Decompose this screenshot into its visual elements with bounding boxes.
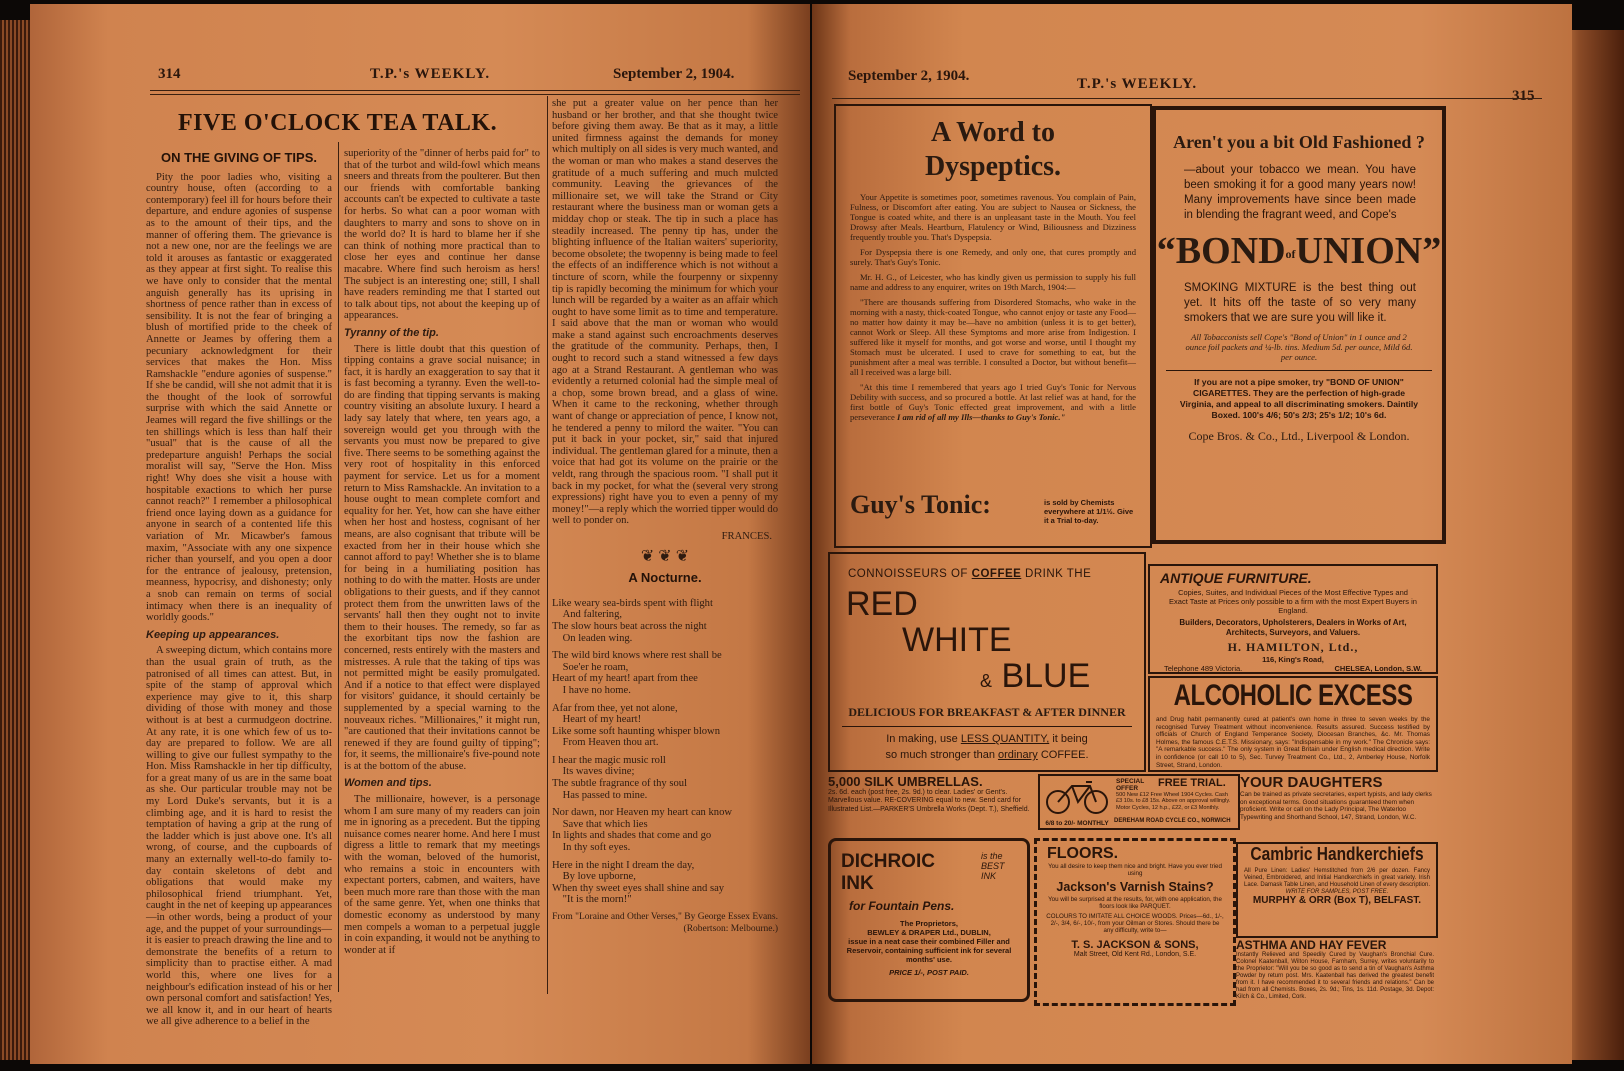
ad-dichroic-title (841, 851, 935, 895)
paragraph: For Dyspepsia there is one Remedy, and only one, that cures promptly and surely. That's Guy's Tonic. (850, 247, 1136, 267)
ad-dichroic-fountain: for Fountain Pens. (849, 899, 955, 913)
ad-floors-title: FLOORS. (1047, 845, 1119, 862)
bicycle-icon-svg (1042, 778, 1112, 816)
running-title-right: T.P.'s WEEKLY. (1077, 76, 1198, 92)
ad-dyspeptics (834, 104, 1152, 548)
ad-floors-intro: You all desire to keep them nice and bright. Have you ever tried using (1048, 863, 1222, 878)
ad-coffee-foot2-a: so much stronger than (885, 749, 995, 761)
right-page (812, 4, 1572, 1064)
ad-dyspeptics-footer (848, 486, 1138, 534)
ad-daughters (1240, 774, 1436, 838)
ad-antique-name: H. HAMILTON, Ltd., (1227, 640, 1359, 654)
ad-umbrellas (828, 774, 1034, 834)
ad-floors-maker: T. S. JACKSON & SONS, (1071, 938, 1199, 951)
ad-cycle-maker: DEREHAM ROAD CYCLE CO., NORWICH (1114, 818, 1231, 824)
ad-coffee-foot2-b: ordinary (998, 749, 1038, 761)
ad-bond-body: SMOKING MIXTURE is the best thing out yet. It hits off the taste of so very many smokers that we are sure you will like it. (1184, 282, 1416, 324)
ad-cycle-text: 500 New £12 Free Wheel 1904 Cycles. Cash £3 10s. to £8 15s. Above on approval willingly. Motor Cycles, 12 h.p., £22, or £3 Monthly. (1116, 792, 1231, 811)
bicycle-icon (1042, 778, 1112, 826)
column-2 (344, 148, 540, 990)
ad-dichroic-names: BEWLEY & DRAPER Ltd., DUBLIN, (867, 928, 991, 937)
ad-umbrellas-title: 5,000 SILK UMBRELLAS. (828, 774, 983, 789)
ad-asthma-title: ASTHMA AND HAY FEVER (1236, 938, 1387, 952)
column-rule-1 (338, 142, 339, 992)
ad-dichroic-props: The Proprietors, (900, 919, 958, 928)
date-right: September 2, 1904. (848, 68, 970, 84)
paragraph: The millionaire, however, is a personage whom I am sure many of my readers can join me in ignoring as a precedent. But the tipping nuisance comes nearer home. And here I must digress a little to remark that my meetings with the woman, beloved of the humorist, who remains a stoic in encounters with expectant porters, cabmen, and waiters, have been much more rare than those with the man of the same genre. Yet, when one thinks that domestic economy as understood by many men compels a woman to a perpetual juggle in coin expanding, it would not be anything to wonder at if (344, 794, 540, 956)
section-heading-tips: ON THE GIVING OF TIPS. (160, 150, 317, 165)
ad-cambric-text: All Pure Linen: Ladies' Hemstitched from 2/6 per dozen. Fancy Veined, Embroidered, and Initial Handkerchiefs in great variety. Irish Lace. Damask Table Linen, and Household Linen of every description. (1244, 868, 1431, 888)
header-rule-right (832, 98, 1542, 99)
ad-antique-address1: 116, King's Road, (1262, 655, 1324, 664)
ad-antique-address2: CHELSEA, London, S.W. (1334, 664, 1422, 673)
header-rule-left (150, 90, 800, 91)
section-heading-appearances: Keeping up appearances. (146, 628, 280, 641)
ad-daughters-title: YOUR DAUGHTERS (1240, 774, 1383, 791)
ad-coffee-tagline: DELICIOUS FOR BREAKFAST & AFTER DINNER (848, 705, 1126, 719)
poem-stanza: I hear the magic music roll Its waves divine; The subtle fragrance of thy soul Has passed to mine. (552, 754, 688, 801)
ad-dyspeptics-title-1: A Word to (931, 117, 1055, 148)
ad-dichroic-price: PRICE 1/-, POST PAID. (889, 968, 969, 977)
ad-bond-headline: Aren't you a bit Old Fashioned ? (1173, 132, 1425, 152)
paragraph: superiority of the "dinner of herbs paid for" to that of the turbot and wild-fowl which means sneers and threats from the poulterer. But then our friends with comfortable banking accounts can't be expected to cultivate a taste for herbs. So what can a poor woman with daughters to marry and sons to shove on in the world do? It is hard to blame her if she can think of nothing more practical than to close her eyes and continue her danse macabre. Where find such heroism as hers! The subject is an interesting one; still, I shall have readers reminding me that I started out to talk about tips, not about the keeping up of appearances. (344, 148, 540, 322)
paragraph: There is little doubt that this question of tipping contains a grave social nuisance; in fact, it is hardly an exaggeration to say that it is fast becoming a tyranny. Even the well-to-do are finding that tipping servants is making country visiting an absolute luxury. I heard a lady say lately that where, ten years ago, a sovereign would get you through with the servants you must now be prepared to give five. There seems to be something against the very root of hospitality in this enforced payment for service. Let us for a moment return to Miss Ramshackle. An invitation to a house ought to mean complete comfort and equality for her. Yet, how can she have either when her host and hostess, cognisant of her means, are also cognisant that tribute will be exacted from her in their house which she cannot afford to pay! Whether she is to blame for being in a humiliating position has nothing to do with the matter. Hosts are under obligations to their guests, and if they cannot protect them from the unwritten laws of the servants' hall then they ought not to invite them to their houses. The remedy, so far as the exorbitant tips now the fashion are concerned, rests entirely with the masters and mistresses. A rule that the taking of tips was not permitted might be easily promulgated. And if a notice to that effect were displayed for visitors' guidance, it should certainly be supplemented by a special warning to the nouveaux riches. "Millionaires," it might run, "are cautioned that their invitations cannot be renewed if they are found guilty of tipping"; for, it seems, the millionaire's five-pound note is at the bottom of the abuse. (344, 343, 540, 772)
poem-credit: From "Loraine and Other Verses," By George Essex Evans. (Robertson: Melbourne.) (552, 912, 778, 934)
ad-bond-intro: —about your tobacco we mean. You have been smoking it for a good many years now! Many improvements have since been made in blending the fragrant weed, and Cope's (1184, 164, 1416, 221)
ad-antique-footer (1150, 664, 1436, 673)
ad-coffee-line1-a: CONNOISSEURS OF (848, 568, 968, 580)
ad-cambric-samples: WRITE FOR SAMPLES, POST FREE. (1285, 889, 1389, 895)
ad-bond-maker: Cope Bros. & Co., Ltd., Liverpool & London. (1188, 429, 1410, 443)
book-edge-left (0, 20, 32, 1060)
ad-antique-title: ANTIQUE FURNITURE. (1160, 570, 1312, 586)
ad-cambric-maker: MURPHY & ORR (Box T), BELFAST. (1252, 895, 1422, 906)
ad-dichroic-ink (828, 838, 1030, 1002)
ad-bond-brand (1156, 229, 1442, 273)
paragraph-emphasis: I am rid of all my Ills—thanks to Guy's Tonic." (897, 412, 1066, 422)
ad-floors (1034, 838, 1236, 1006)
ad-cycle-special: SPECIAL OFFER (1116, 778, 1145, 792)
ad-coffee-amp: & (980, 671, 993, 691)
ad-bond-brand-b: UNION” (1295, 230, 1442, 272)
ad-cycle-title: FREE TRIAL. (1158, 777, 1226, 789)
ornament: ❦ ❦ ❦ (640, 547, 690, 565)
ad-antique-phone: Telephone 489 Victoria. (1164, 664, 1243, 673)
section-heading-tyranny: Tyranny of the tip. (344, 326, 439, 339)
ad-coffee-foot2 (830, 749, 1144, 761)
ad-cambric (1236, 842, 1438, 938)
ad-bond-of-union (1152, 106, 1446, 544)
poem-stanza: Afar from thee, yet not alone, Heart of my heart! Like some soft haunting whisper blown From Heaven thou art. (552, 702, 721, 749)
paragraph: she put a greater value on her pence than her husband or her brother, and that she thought twice before giving them away. Be that as it may, a little united firmness against the demands for money which multiply on all sides is very much wanted, and the woman or man who makes a stand deserves the gratitude of a much suffering and much mulcted community. Leaving the grievances of the millionaire set, we will take the Strand or City restaurant where the business man or woman gets a midday chop or steak. The tip in such a place has steadily increased. The penny tip has, under the blighting influence of the Italian waiters' superiority, become obsolete; the twopenny is being made to feel the effects of an indifference which is not without a tincture of scorn, while the fourpenny or sixpenny tip is rapidly becoming the minimum for which your lunch will be regarded by a waiter as an affair which ought to have some limit as to time and temperature. I said above that the man or woman who would make a stand against such encroachments deserves the gratitude of the community. Perhaps, then, I ought to record such a stand witnessed a few days ago at a Strand Restaurant. A gentleman who was evidently a returned colonial had the simple meal of a chop, some brown bread, and a glass of wine. When it came to the reckoning, whether through want of change or appreciation of pence, I know not, he tendered a penny to milord the waiter. "You can put it back in your pocket, sir," said that injured individual. The gentleman glared for a minute, then a voice that had got its volume on the prairie or the veldt, rang through the spacious room. "I shall put it back in my pocket, for what the (several very strong expressions) right have you to even a penny of my money!"—a reply which the worried tipper would do well to ponder on. (552, 98, 778, 527)
paragraph: A sweeping dictum, which contains more than the usual grain of truth, as the patronised of all times can attest. But, in spite of the stamp of approval which experience may give to it, this sharp dividing of those with money and those without is at best a curmudgeon doctrine. At any rate, it is one which few of us to-day are prepared to follow. We are all willing to give our fullest sympathy to the Hon. Miss Ramshackle in her tip difficulty, for a great many of us are in the same boat as she. Our particular trouble may not be my Lord Duke's servants, but it is a climbing age, and it is hard to resist the temptation of having a grip at the rung of the ladder which is just above one. It's all wrong, of course, and the cupboards of many an externally well-to-do family to-day contain skeletons of debt and obligations that would make my philosophical friend triumphant. Yet, caught in the net of keeping up appearances—in other words, being a product of your age, and the puppet of your surroundings—it is easier to preach drawing the line and to demonstrate the benefits of a return to simplicity than to practise either. A mad world this, where one lives for a neighbour's edification instead of his or her own personal comfort and satisfaction! Yes, we all know it, and in our heart of hearts we all give adherence to a belief in the (146, 645, 332, 1028)
page-number-left: 314 (158, 66, 181, 82)
paragraph: Mr. H. G., of Leicester, who has kindly given us permission to supply his full name and address to any enquirer, writes on 19th March, 1904:— (850, 272, 1136, 292)
ad-alcohol-text: and Drug habit permanently cured at patient's own home in three to seven weeks by the recognised Turvey Treatment without inconvenience. Results assured. Success testified by officials of Church of England Temperance Society, Diocesan Branches, &c. Mr. Thomas Holmes, the famous C.E.T.S. Missionary, says: "Indispensable in my work." The Chronicle says: "A remarkable success." The only system in Great Britain under English medical direction. Write in confidence (or call 10 to 5), Sec. Turvey Treatment Co., Ltd., 2, Amberley House, Norfolk Street, Strand, London. (1156, 716, 1430, 769)
ad-coffee-foot2-c: COFFEE. (1040, 749, 1089, 761)
ad-bond-cigarettes: If you are not a pipe smoker, try "BOND OF UNION" CIGARETTES. They are the perfection of high-grade Virginia, and appeal to all discriminating smokers. Daintily Boxed. 100's 4/6; 50's 2/3; 25's 1/2; 10's 6d. (1179, 377, 1419, 420)
ad-asthma-text: Instantly Relieved and Speedily Cured by Vaughan's Bronchial Cure. Colonel Kaatenball, Wilton House, Farnham, Surrey, writes voluntarily to the Proprietor: "Will you be so good as to send a tin of Vaughan's Asthma Powder by return post. Mrs. Kaatenball has derived the greatest benefit from it. I have recommended it to several friends and relations." Can be had from all Chemists. Boxes, 2s. 9d.; Tins, 1s. 11d. Postage, 3d. Depot: Kilch & Co., Limited, Cork. (1236, 952, 1434, 1000)
ad-alcoholic-excess (1148, 676, 1438, 772)
ad-antique-furniture (1148, 564, 1438, 674)
ad-coffee-foot1-a: In making, use (886, 733, 958, 745)
poem-stanza: Like weary sea-birds spent with flight And faltering, The slow hours beat across the night On leaden wing. (552, 597, 713, 644)
ad-dichroic-title-a: DICHROIC (841, 851, 935, 872)
column-1 (146, 150, 332, 1028)
ad-bond-brand-of: of (1285, 246, 1296, 261)
paragraph: Pity the poor ladies who, visiting a country house, often (according to a contemporary) feel ill for hours before their departure, and endure agonies of suspense as to the amount of their tips, and the manner of offering them. The grievance is not a new one, nor are the feelings we are told it arouses as fantastic or exaggerated as they appear at first sight. To realise this we have only to consider that the mental anguish generally has its uprising in shortness of pence rather than in excess of sensibility. It is not the fear of bringing a blush of mortified pride to the cheek of Annette or Jeames by offering them a pecuniary acknowledgment for their services that makes the Hon. Miss Ramshackle "endure agonies of suspense." If she be candid, will she not admit that it is the thought of the look of sorrowful surprise with which the said Annette or Jeames will regard the five shillings or the ten shillings which is less than half their "usual" that is the cause of all the predeparture anguish! Perhaps the social moralist will say, "Serve the Hon. Miss right! Why does she visit a house with hospitable exactions to which her purse cannot reach?" I remember a philosophical friend once laying down as a guidance for anyone in search of a contented life this variation of Mr. Micawber's famous maxim, "Associate with any one sixpence richer than yourself, and you open a door for the entrance of jealousy, pretension, meanness, hypocrisy, and dishonesty; only a snob can remain on terms of social intimacy when there is an inequality of worldly goods." (146, 171, 332, 624)
ad-coffee-foot1 (830, 733, 1144, 745)
ad-dyspeptics-note: is sold by Chemists everywhere at 1/1½. Give it a Trial to-day. (1044, 498, 1134, 525)
ad-dyspeptics-title-2: Dyspeptics. (924, 151, 1062, 182)
poem-stanza: The wild bird knows where rest shall be Soe'er he roam, Heart of my heart! apart from thee I have no home. (552, 650, 722, 696)
column-3 (552, 98, 778, 998)
paragraph: Your Appetite is sometimes poor, sometimes ravenous. You complain of Pain, Fulness, or Discomfort after eating. You are subject to Nausea or Sickness, the Tongue is coated white, and there is an unpleasant taste in the Mouth. You feel Drowsy after Meals. Heartburn, Flatulency or Wind, Biliousness and Dizziness frequently trouble you. That's Dyspepsia. (850, 192, 1136, 242)
ad-cycle-left-label: 6/8 to 20/- MONTHLY (1045, 820, 1109, 827)
date-left: September 2, 1904. (613, 66, 735, 82)
ad-coffee-foot1-b: LESS QUANTITY, (960, 733, 1050, 745)
ad-dichroic-title-b: INK (841, 873, 874, 894)
ad-umbrellas-text: 2s. 6d. each (post free, 2s. 9d.) to clear. Ladies' or Gent's. Marvellous value. RE-COVERING equal to new. Send card for Illustrated List.—PARKER'S Umbrella Works (Dept. T.), Sheffield. (828, 789, 1030, 813)
ad-dichroic-side: is the BEST INK (981, 851, 1005, 881)
ad-cambric-title: Cambric Handkerchiefs (1250, 844, 1424, 865)
ad-coffee-line1-c: DRINK THE (1025, 568, 1092, 580)
ad-floors-product: Jackson's Varnish Stains? (1056, 879, 1214, 894)
ad-coffee-coffee-word: COFFEE (971, 568, 1022, 580)
column-rule-2 (547, 96, 548, 994)
ad-antique-trades: Builders, Decorators, Upholsterers, Dealers in Works of Art, Architects, Surveyors, and Valuers. (1179, 618, 1407, 637)
section-heading-women: Women and tips. (344, 777, 432, 790)
ad-dyspeptics-brand: Guy's Tonic: (850, 490, 991, 519)
running-title-left: T.P.'s WEEKLY. (370, 66, 491, 82)
ad-coffee-divider (842, 726, 1132, 727)
poem (552, 598, 778, 906)
paragraph-text: "At this time I remembered that years ago I tried Guy's Tonic for Nervous Debility with success, and so procured a bottle. At last relief was at hand, for the first bottle of Guy's Tonic effected great improvement, and with a little perseverance (850, 382, 1136, 422)
ad-coffee-red: RED (846, 585, 918, 623)
ad-floors-colours: COLOURS TO IMITATE ALL CHOICE WOODS. Prices—6d., 1/-, 2/-, 3/4, 6/-, 10/-, from your Oilman or Stores. Should there be any difficulty, write to— (1046, 912, 1224, 935)
ad-dichroic-issue: issue in a neat case their combined Filler and Reservoir, containing sufficient ink for several months' use. (846, 937, 1012, 964)
ad-cycle (1038, 774, 1240, 830)
paragraph: "There are thousands suffering from Disordered Stomachs, who wake in the morning with a nasty, thick-coated Tongue, who cannot enjoy or taste any Food—no matter how dainty it may be—have no ambition (unless it is to get better), cannot Work or Sleep. All these Symptoms and more arise from Indigestion. I suffered like it myself for months, and got worse and worse, until I thought my Stomach must be ulcerated. I used to crave for something to eat, but the punishment after a meal was terrible. I consulted a Doctor, but without benefit—all I received was a large bill. (850, 297, 1136, 377)
ad-coffee-white: WHITE (902, 621, 1012, 659)
signature: FRANCES. (721, 530, 772, 542)
paragraph (850, 382, 1136, 422)
ad-dichroic-body (837, 919, 1021, 977)
ad-coffee-line1 (848, 568, 1144, 580)
ad-antique-text: Copies, Suites, and Individual Pieces of the Most Effective Types and Exact Taste at Prices only possible to a firm with the most Expert Buyers in England. (1169, 588, 1417, 615)
ad-alcohol-title: ALCOHOLIC EXCESS (1173, 678, 1413, 713)
ad-bond-brand-a: “BOND (1156, 230, 1286, 272)
page-number-right: 315 (1512, 88, 1535, 104)
header-rule-left-2 (150, 94, 800, 95)
ad-coffee-blue: BLUE (1001, 657, 1091, 695)
poem-stanza: Nor dawn, nor Heaven my heart can know Save that which lies In lights and shades that come and go In thy soft eyes. (552, 807, 733, 854)
ad-coffee (828, 552, 1146, 772)
ad-coffee-blue-line (980, 658, 1144, 699)
ad-floors-address: Malt Street, Old Kent Rd., London, S.E. (1073, 950, 1197, 958)
ad-bond-italic: All Tobacconists sell Cope's "Bond of Union" in 1 ounce and 2 ounce foil packets and ¼-lb. tins. Medium 5d. per ounce, Mild 6d. per ounce. (1185, 332, 1413, 362)
left-page (30, 4, 810, 1064)
ad-floors-text: You will be surprised at the results, for, with one application, the floors look like PARQUET. (1048, 895, 1222, 911)
article-title: FIVE O'CLOCK TEA TALK. (178, 110, 498, 136)
ad-coffee-foot1-c: it being (1052, 733, 1088, 745)
poem-title: A Nocturne. (628, 570, 702, 586)
ad-dyspeptics-body (836, 184, 1150, 474)
poem-stanza: Here in the night I dream the day, By love upborne, When thy sweet eyes shall shine and say "It is the morn!" (552, 859, 725, 906)
ad-daughters-text: Can be trained as private secretaries, expert typists, and lady clerks on exceptional terms. Good situations guaranteed them when proficient. Write or call on the Lady Principal, The Waterloo Typewriting and Shorthand School, 147, Strand, London, W.C. (1240, 791, 1432, 821)
ad-asthma (1236, 938, 1434, 1000)
